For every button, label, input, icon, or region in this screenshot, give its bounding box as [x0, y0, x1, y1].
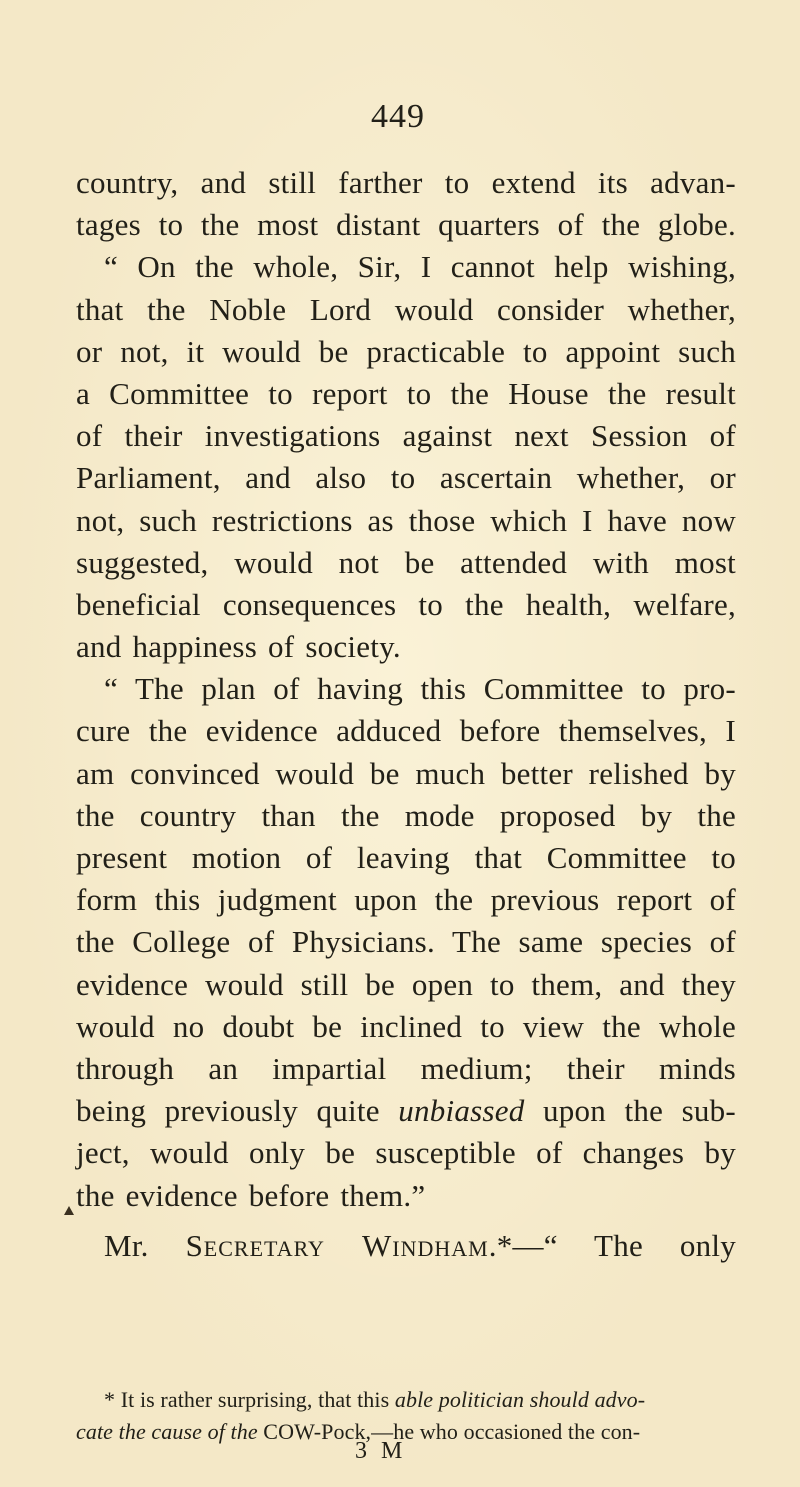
text-line: of their investigations against next Session of	[76, 418, 736, 454]
page-number: 449	[371, 98, 425, 135]
text-line: would no doubt be inclined to view the whole	[76, 1008, 736, 1044]
caret-mark-icon	[64, 1206, 74, 1215]
footnote-italic: able politician should advo-	[394, 1387, 646, 1412]
text-line: ject, would only be susceptible of changes by	[76, 1135, 736, 1171]
text-line: not, such restrictions as those which I have now	[76, 502, 736, 538]
text-line: and happiness of society.	[76, 629, 401, 665]
text-line: beneficial consequences to the health, welfare,	[76, 586, 736, 622]
footnote-text: * It is rather surprising, that this	[104, 1387, 395, 1412]
footnote-text: COW-Pock,—he who occasioned the con-	[257, 1419, 641, 1444]
text-line: country, and still farther to extend its advan-	[76, 165, 736, 200]
italic-word: unbiassed	[398, 1093, 525, 1129]
text-line: present motion of leaving that Committee to	[76, 840, 736, 875]
text-line: “ On the whole, Sir, I cannot help wishing,	[104, 249, 736, 285]
text-line: that the Noble Lord would consider whether,	[76, 291, 736, 327]
text-line: or not, it would be practicable to appoint such	[76, 333, 736, 369]
text-line	[76, 1090, 736, 1132]
text-line: the evidence before them.”	[76, 1177, 426, 1213]
speaker-name: Secretary Windham	[185, 1227, 489, 1263]
signature-mark: 3 M	[355, 1438, 407, 1464]
body-text	[76, 162, 736, 1267]
speaker-line	[76, 1225, 736, 1267]
speaker-suffix: .*—“ The only	[488, 1227, 736, 1263]
text-line: through an impartial medium; their minds	[76, 1050, 736, 1086]
text-line: Parliament, and also to ascertain whether, or	[76, 460, 736, 496]
text-line: am convinced would be much better relished by	[76, 755, 736, 791]
text-segment: upon the sub-	[524, 1093, 736, 1129]
text-line: suggested, would not be attended with most	[76, 544, 736, 580]
text-line: the College of Physicians. The same species of	[76, 924, 736, 960]
text-segment: being previously quite	[76, 1093, 399, 1129]
footnote-italic: cate the cause of the	[76, 1419, 258, 1444]
text-line: a Committee to report to the House the result	[76, 375, 736, 411]
text-line: form this judgment upon the previous report of	[76, 882, 736, 918]
footnote-line	[76, 1384, 736, 1416]
text-line: tages to the most distant quarters of the globe.	[76, 207, 736, 243]
speaker-prefix: Mr.	[104, 1227, 186, 1263]
text-line: cure the evidence adduced before themselves, I	[76, 713, 736, 749]
text-line: the country than the mode proposed by the	[76, 797, 736, 833]
text-line: “ The plan of having this Committee to pro-	[104, 671, 736, 707]
text-line: evidence would still be open to them, and they	[76, 966, 736, 1002]
